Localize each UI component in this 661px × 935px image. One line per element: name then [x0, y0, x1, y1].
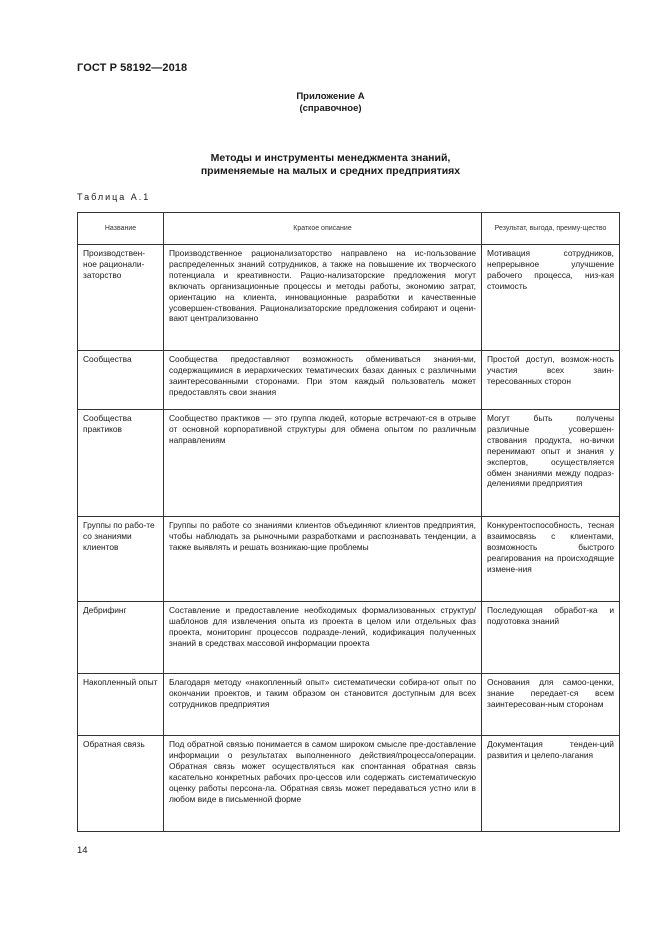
row-result: Последующая обработ-ка и подготовка знаний	[482, 602, 620, 674]
row-name: Сообщества	[78, 351, 164, 410]
appendix-type: (справочное)	[299, 103, 362, 114]
row-result: Основания для самоо-ценки, знание передает-ся всем заинтересован-ным сторонам	[482, 674, 620, 736]
table-label: Таблица А.1	[77, 192, 151, 202]
document-standard-number: ГОСТ Р 58192—2018	[77, 62, 188, 74]
row-name: Сообщества практиков	[78, 410, 164, 517]
row-description: Сообщества предоставляют возможность обмениваться знания-ми, содержащимися в иерархических тематических базах данных с различными заинтересованными сторонами. При этом каждый пользователь может предоставлять свои знания	[164, 351, 482, 410]
row-description: Группы по работе со знаниями клиентов объединяют клиентов предприятия, чтобы наблюдать за рыночными разработками и распознавать тенденции, а также выявлять и решать возникаю-щие проблемы	[164, 517, 482, 602]
row-description: Под обратной связью понимается в самом широком смысле пре-доставление информации о результатах выполненного действия/процесса/операции. Обратная связь может осуществляться как спонтанная обратная связь касательно конкретных рабочих про-цессов или содержать систематическую оценку работы персона-ла. Обратная связь может передаваться устно или в любом виде в письменной форме	[164, 736, 482, 832]
row-result: Мотивация сотрудников, непрерывное улучшение рабочего процесса, низ-кая стоимость	[482, 245, 620, 351]
table-row	[78, 736, 620, 832]
table-row	[78, 410, 620, 517]
row-name: Производствен-ное рационали-заторство	[78, 245, 164, 351]
header-description: Краткое описание	[164, 213, 482, 245]
page-number: 14	[77, 845, 88, 856]
row-description: Составление и предоставление необходимых формализованных структур/шаблонов для извлечения опыта из проекта в целом или отдельных фаз проекта, мониторинг процессов подразде-лений, кодификация полученных знаний в средствах массовой информации проекта	[164, 602, 482, 674]
row-name: Накопленный опыт	[78, 674, 164, 736]
row-result: Простой доступ, возмож-ность участия всех заин-тересованных сторон	[482, 351, 620, 410]
header-result: Результат, выгода, преиму-щество	[482, 213, 620, 245]
row-description: Благодаря методу «накопленный опыт» систематически собира-ют опыт по окончании проектов, и таким образом он становится доступным для всех сотрудников предприятия	[164, 674, 482, 736]
table-header-row	[78, 213, 620, 245]
table-row	[78, 245, 620, 351]
table-row	[78, 602, 620, 674]
section-title-line-2: применяемые на малых и средних предприятиях	[200, 165, 461, 177]
section-title-line-1: Методы и инструменты менеджмента знаний,	[210, 152, 451, 164]
table-row	[78, 674, 620, 736]
row-result: Документация тенден-ций развития и целепо-лагания	[482, 736, 620, 832]
row-name: Группы по рабо-те со знаниями клиентов	[78, 517, 164, 602]
row-description: Сообщество практиков — это группа людей, которые встречают-ся в отрыве от основной корпоративной структуры для обмена опытом по различным направлениям	[164, 410, 482, 517]
row-result: Могут быть получены различные усовершен-ствования продукта, но-вички перенимают опыт и знания у экспертов, осуществляется обмен знаниями между подраз-делениями предприятия	[482, 410, 620, 517]
table-row	[78, 351, 620, 410]
table-row	[78, 517, 620, 602]
row-name: Обратная связь	[78, 736, 164, 832]
appendix-heading	[0, 91, 661, 115]
header-name: Название	[78, 213, 164, 245]
methods-table	[77, 212, 620, 832]
section-title	[0, 152, 661, 178]
row-name: Дебрифинг	[78, 602, 164, 674]
appendix-title: Приложение А	[296, 91, 365, 102]
row-description: Производственное рационализаторство направлено на ис-пользование распределенных знаний сотрудников, а также на повышение их творческого потенциала и креативности. Рацио-нализаторские предложения могут включать организационные процессы и методы работы, экономию затрат, ориентацию на клиента, инновационные разработки и качественные усовершен-ствования. Рационализаторские предложения собирают и оцени-вают централизованно	[164, 245, 482, 351]
row-result: Конкурентоспособность, тесная взаимосвязь с клиентами, возможность быстрого реагирования на происходящие измене-ния	[482, 517, 620, 602]
